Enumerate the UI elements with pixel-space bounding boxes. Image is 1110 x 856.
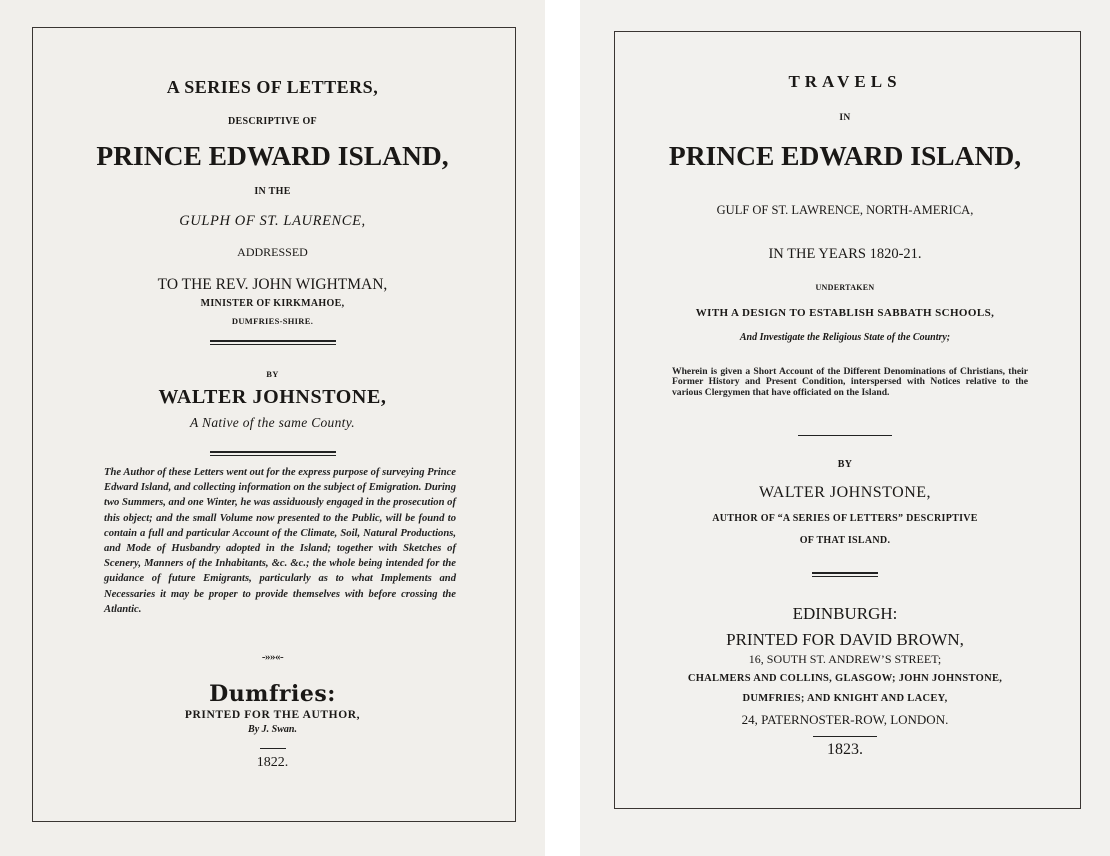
design-line: WITH A DESIGN TO ESTABLISH SABBATH SCHOOLS,	[695, 307, 995, 319]
publication-year: 1822.	[256, 755, 289, 770]
addressee-place: DUMFRIES-SHIRE.	[231, 316, 314, 326]
addressee: TO THE REV. JOHN WIGHTMAN,	[157, 276, 388, 293]
ornament-icon: -»»«-	[261, 651, 284, 663]
location: GULPH OF ST. LAURENCE,	[179, 213, 366, 229]
author-name: WALTER JOHNSTONE,	[758, 484, 932, 501]
description-paragraph: The Author of these Letters went out for the express purpose of surveying Prince Edward Island, and collecting information on the subject of Emigration. During two Summers, and one Winter, he was assiduously engaged in the prosecution of this object; and the small Volume now presented to the Public, will be found to contain a full and particular Account of the Climate, Soil, Natural Productions, and Mode of Husbandry adopted in the Island; together with Sketches of Scenery, Manners of the Inhabitants, &c. &c.; the whole being intended for the guidance of future Emigrants, particularly as to what Implements and Necessaries it may be proper to provide themselves with before crossing the Atlantic.	[104, 467, 456, 615]
investigate-line: And Investigate the Religious State of the Country;	[739, 332, 951, 343]
double-rule	[210, 340, 336, 345]
undertaken-label: UNDERTAKEN	[815, 283, 875, 292]
printed-for: PRINTED FOR THE AUTHOR,	[184, 709, 361, 721]
author-note-line-1: AUTHOR OF “A SERIES OF LETTERS” DESCRIPTIVE	[712, 513, 978, 524]
location: GULF OF ST. LAWRENCE, NORTH-AMERICA,	[716, 203, 974, 217]
printed-for: PRINTED FOR DAVID BROWN,	[726, 630, 964, 649]
left-title-page	[0, 0, 545, 856]
author-name: WALTER JOHNSTONE,	[158, 386, 387, 408]
single-rule	[798, 435, 892, 436]
right-title-page	[580, 0, 1110, 856]
single-rule	[260, 748, 286, 749]
double-rule	[210, 451, 336, 456]
main-title: PRINCE EDWARD ISLAND,	[96, 140, 449, 171]
author-note-line-2: OF THAT ISLAND.	[799, 535, 891, 546]
city: EDINBURGH:	[792, 604, 898, 623]
address: 16, SOUTH ST. ANDREW’S STREET;	[748, 652, 942, 666]
wherein-paragraph: Wherein is given a Short Account of the Different Denominations of Christians, their Former History and Present Condition, interspersed with Notices relative to the various Clergymen that have officiated on the Island.	[672, 366, 1028, 398]
book-title: A SERIES OF LETTERS,	[166, 77, 379, 97]
by-label: BY	[266, 369, 279, 379]
printer: By J. Swan.	[248, 724, 297, 735]
sellers-line-1: CHALMERS AND COLLINS, GLASGOW; JOHN JOHNSTONE,	[687, 673, 1003, 684]
author-note: A Native of the same County.	[190, 415, 355, 430]
publication-year: 1823.	[827, 741, 863, 758]
by-label: BY	[837, 459, 853, 470]
descriptive-of: DESCRIPTIVE OF	[228, 116, 317, 127]
addressee-role: MINISTER OF KIRKMAHOE,	[200, 298, 345, 309]
in-label: IN	[839, 113, 851, 123]
in-the: IN THE	[254, 186, 291, 197]
sellers-line-3: 24, PATERNOSTER-ROW, LONDON.	[741, 712, 949, 727]
double-rule	[812, 572, 878, 577]
main-title: PRINCE EDWARD ISLAND,	[668, 140, 1022, 171]
sellers-line-2: DUMFRIES; AND KNIGHT AND LACEY,	[742, 693, 948, 704]
years: IN THE YEARS 1820-21.	[768, 246, 922, 262]
addressed: ADDRESSED	[237, 245, 308, 259]
place-of-publication: Dumfries:	[209, 681, 336, 707]
single-rule	[813, 736, 877, 737]
book-title: TRAVELS	[788, 72, 902, 91]
